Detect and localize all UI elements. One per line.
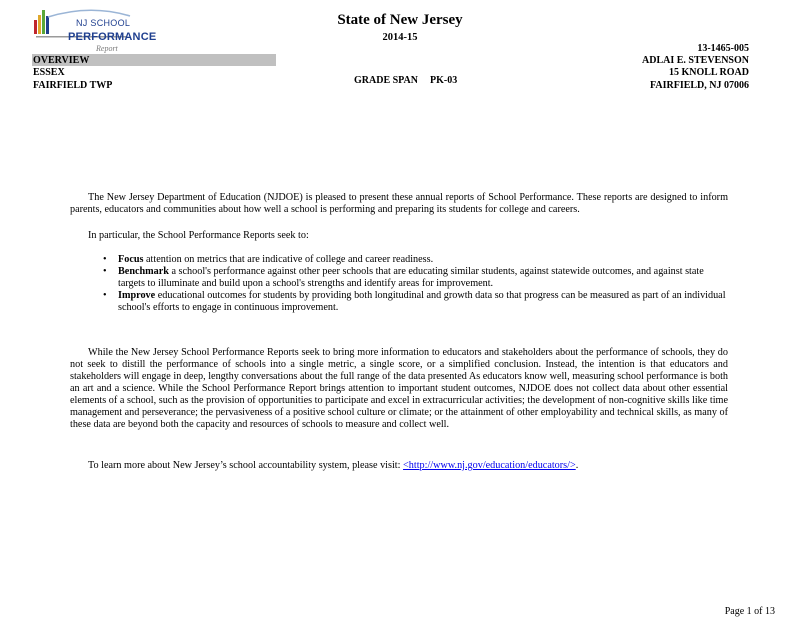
section-label: OVERVIEW: [33, 55, 90, 66]
list-item-keyword: Benchmark: [118, 266, 169, 277]
logo-line3: Report: [96, 44, 118, 53]
educators-link[interactable]: <http://www.nj.gov/education/educators/>: [403, 460, 576, 471]
school-city: FAIRFIELD, NJ 07006: [650, 80, 749, 91]
report-title: State of New Jersey: [337, 12, 463, 28]
list-item-keyword: Improve: [118, 290, 156, 301]
school-code: 13-1465-005: [697, 43, 749, 54]
list-item-text: educational outcomes for students by providing both longitudinal and growth data so that progress can be measured as part of an individual school's efforts to engage in continuous improvement.: [118, 290, 726, 313]
particular-paragraph: In particular, the School Performance Reports seek to:: [88, 230, 309, 241]
county-name: ESSEX: [33, 67, 65, 78]
goals-list: [70, 254, 730, 314]
learn-more-paragraph: [88, 460, 728, 472]
school-name: ADLAI E. STEVENSON: [642, 55, 749, 66]
logo-line1: NJ SCHOOL: [76, 18, 131, 28]
grade-span-value: PK-03: [429, 75, 458, 86]
learn-more-suffix: .: [575, 460, 579, 471]
list-item: • Improve educational outcomes for students by providing both longitudinal and growth data so that progress can be measured as part of an individual school's efforts to engage in continuous improvement.: [103, 290, 726, 313]
list-item: • Benchmark a school's performance against other peer schools that are educating similar students, against statewide outcomes, and against state targets to illuminate and build upon a school's strengths and identify areas for improvement.: [103, 266, 704, 289]
school-street: 15 KNOLL ROAD: [668, 67, 749, 78]
grade-span: [354, 75, 457, 86]
logo-line2: PERFORMANCE: [68, 31, 157, 43]
while-paragraph: While the New Jersey School Performance Reports seek to bring more information to educators and stakeholders about the performance of schools, they do not seek to distill the performance of schools into a single metric, a single score, or a simplified conclusion. Instead, the intention is that educators and stakeholders will engage in deep, lengthy conversations about the full range of the data presented As educators know well, measuring school performance is both an art and a science. While the School Performance Report brings attention to important student outcomes, NJDOE does not collect data about other essential elements of a school, such as the provision of opportunities to participate and excel in extracurricular activities; the development of non-cognitive skills like time management and perseverance; the pervasiveness of a positive school culture or climate; or the attainment of other employability and technical skills, as many of these data are beyond both the capacity and resources of schools to measure and collect well.: [70, 347, 728, 430]
intro-paragraph: The New Jersey Department of Education (NJDOE) is pleased to present these annual reports of School Performance. These reports are designed to inform parents, educators and communities about how well a school is performing and preparing its students for college and careers.: [70, 192, 728, 215]
report-year: 2014-15: [382, 32, 418, 43]
list-item-keyword: Focus: [118, 254, 144, 265]
district-name: FAIRFIELD TWP: [33, 80, 113, 91]
learn-more-text: To learn more about New Jersey’s school accountability system, please visit:: [88, 460, 404, 471]
list-item-text: attention on metrics that are indicative of college and career readiness.: [143, 254, 434, 265]
page-number: Page 1 of 13: [724, 606, 775, 617]
grade-span-label: GRADE SPAN: [354, 75, 418, 86]
list-item: • Focus attention on metrics that are indicative of college and career readiness.: [103, 254, 434, 265]
list-item-text: a school's performance against other peer schools that are educating similar students, against statewide outcomes, and against state targets to illuminate and build upon a school's strengths and identify areas for improvement.: [118, 266, 704, 289]
